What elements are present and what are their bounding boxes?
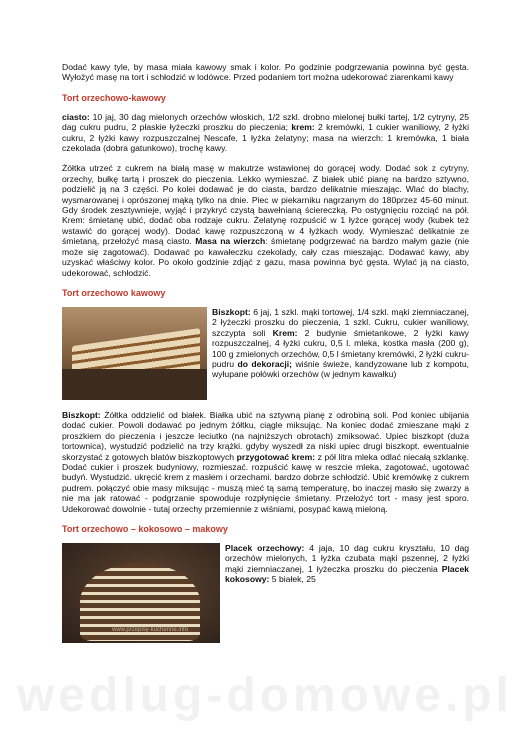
recipe3-ingredients-row <box>62 543 469 643</box>
recipe2-dekor-label: do dekoracji; <box>233 358 293 369</box>
recipe1-ciasto-label: ciasto: <box>62 111 90 122</box>
recipe1-krem-text: 2 kremówki, 1 cukier waniliowy, 2 łyżki cukru, 2 łyżki kawy rozpuszczalnej Nescafe, 1 łyżka żelatyny; masa na wierzch: 1 kremówka, 1 biała czekolada (dobra gatunkowo), trochę kawy. <box>62 122 469 154</box>
intro-paragraph: Dodać kawy tyle, by masa miała kawowy smak i kolor. Po godzinie podgrzewania powinna być gęsta. Wyłożyć masę na tort i schłodzić w lodówce. Przed podaniem tort można udekorować ziarenkami kawy <box>62 62 469 83</box>
document-page <box>62 62 469 643</box>
recipe2-dekor-text: wiśnie świeże, kandyzowane lub z kompotu, wyłupane połówki orzechów (w jednym kawałku) <box>212 358 470 380</box>
recipe2-title: Tort orzechowo kawowy <box>62 287 166 298</box>
recipe3-kokos-label: Placek kokosowy: <box>225 563 469 585</box>
recipe2-cake-photo <box>62 307 207 400</box>
recipe3-cake-photo <box>62 543 220 643</box>
recipe1-method-b: : śmietanę podgrzewać na bardzo małym gazie (nie może się zagotować). Dodawać po kawałeczku czekolady, cały czas mieszając. Dodawać kawy, aby uzyskać właściwy kolor. Po około godzinie zdjąć z gazu, masa powinna być gęsta. Wylać ją na ciasto, udekorować, schłodzić. <box>62 236 469 278</box>
recipe3-title: Tort orzechowo – kokosowo – makowy <box>62 523 228 534</box>
recipe2-biszkopt-text: 6 jaj, 1 szkl. mąki tortowej, 1/4 szkl. mąki ziemniaczanej, 2 łyżeczki proszku do pieczenia, 1 szkl. Cukru, cukier waniliowy, szczypta soli <box>212 306 469 338</box>
recipe1-ingredients <box>62 112 469 154</box>
recipe1-krem-label: krem: <box>288 122 315 133</box>
recipe2-method-label: Biszkopt: <box>62 409 101 420</box>
page-watermark: wedlug-domowe.pl <box>17 669 513 722</box>
photo-watermark: www.przepisy-kuchenne.info <box>112 626 189 633</box>
recipe2-method-a: Żółtka oddzielić od białek. Białka ubić na sztywną pianę z odrobiną soli. Pod koniec ubijania dodać cukier. Powoli dodawać po jednym żółtku, ciągle miksując. Na koniec dodać zmieszane mąki z proszkiem do pieczenia i jeszcze leciutko (na najniższych obrotach) zmiksować. Upiec biszkopt (duża tortownica), wystudzić podzielić na trzy krążki. gdyby wyszedł za niski upiec drugi biszkopt. ewentualnie skorzystać z gotowych blatów biszkoptowych <box>62 409 469 462</box>
recipe3-placek-label: Placek orzechowy: <box>225 542 305 553</box>
recipe2-ingredients <box>212 307 469 400</box>
recipe1-ciasto-text: 10 jaj, 30 dag mielonych orzechów włoskich, 1/2 szkl. drobno mielonej bułki tartej, 1/2 cytryny, 25 dag cukru pudru, 2 płaskie łyżeczki proszku do pieczenia; <box>62 111 469 133</box>
recipe2-ingredients-row <box>62 307 469 400</box>
recipe1-masa-label: Masa na wierzch <box>191 236 266 247</box>
recipe2-method <box>62 410 469 514</box>
recipe3-ingredients <box>225 543 469 643</box>
recipe2-krem-method-label: przygotować krem: <box>234 451 316 462</box>
recipe1-method <box>62 163 469 277</box>
recipe3-placek-text: 4 jaja, 10 dag cukru kryształu, 10 dag orzechów mielonych, 1 łyżka czubata mąki pszennej, 2 łyżki mąki ziemniaczanej, 1 łyżeczka proszku do pieczenia <box>225 542 469 574</box>
recipe1-title: Tort orzechowo-kawowy <box>62 92 166 103</box>
recipe3-kokos-text: 5 białek, 25 <box>269 574 316 585</box>
recipe2-method-b: z pół litra mleka odlać niecałą szklankę. Dodać cukier i proszek budyniowy, rozmieszać. rozpuścić kawę w reszcie mleka, zagotować, ugotować budyń. Wystudzić. ukręcić krem z masłem i orzechami. bardzo dobrze schłodzić. Ubić kremówkę z cukrem pudrem. połączyć obie masy miksując - muszą mieć tą samą temperaturę, bo inaczej masło się zwarzy a nie ma jak ratować - podgrzanie spowoduje rozpłynięcie śmietany. Przełożyć tort - masy jest sporo. Udekorować dowolnie - tutaj orzechy przemiennie z wiśniami, posypać kawą mieloną. <box>62 451 469 514</box>
recipe2-biszkopt-label: Biszkopt: <box>212 306 251 317</box>
recipe1-method-a: Żółtka utrzeć z cukrem na białą masę w makutrze wstawionej do gorącej wody. Dodać sok z cytryny, orzechy, bułkę tartą i proszek do pieczenia. Lekko wymieszać. Z białek ubić pianę na bardzo sztywno, podzielić ją na 3 części. Po kolei dodawać je do ciasta, bardzo delikatnie mieszając. Wlać do blachy, wysmarowanej i oprószonej mąką tylko na dnie. Piec w piekarniku nagrzanym do 180przez 45-60 minut. Gdy środek zesztywnieje, wyjąć i przykryć czystą bawełnianą ściereczką. Po ostygnięciu rozciąć na pół. Krem: śmietanę ubić, dodać oba rodzaje cukru. Żelatynę rozpuścić w 1 łyżce gorącej wody (kubek też wstawić do gorącej wody). Dodać kawę rozpuszczoną w 4 łyżkach wody. Wymieszać delikatnie ze śmietaną, przełożyć masą ciasto. <box>62 163 469 247</box>
recipe2-krem-label: Krem: <box>265 327 298 338</box>
recipe2-krem-text: 2 budynie śmietankowe, 2 łyżki kawy rozpuszczalnej, 4 łyżki cukru, 0,5 l. mleka, kostka masła (200 g), 100 g zmielonych orzechów, 0,5 l śmietany kremówki, 2 łyżki cukru-pudru <box>212 327 469 369</box>
